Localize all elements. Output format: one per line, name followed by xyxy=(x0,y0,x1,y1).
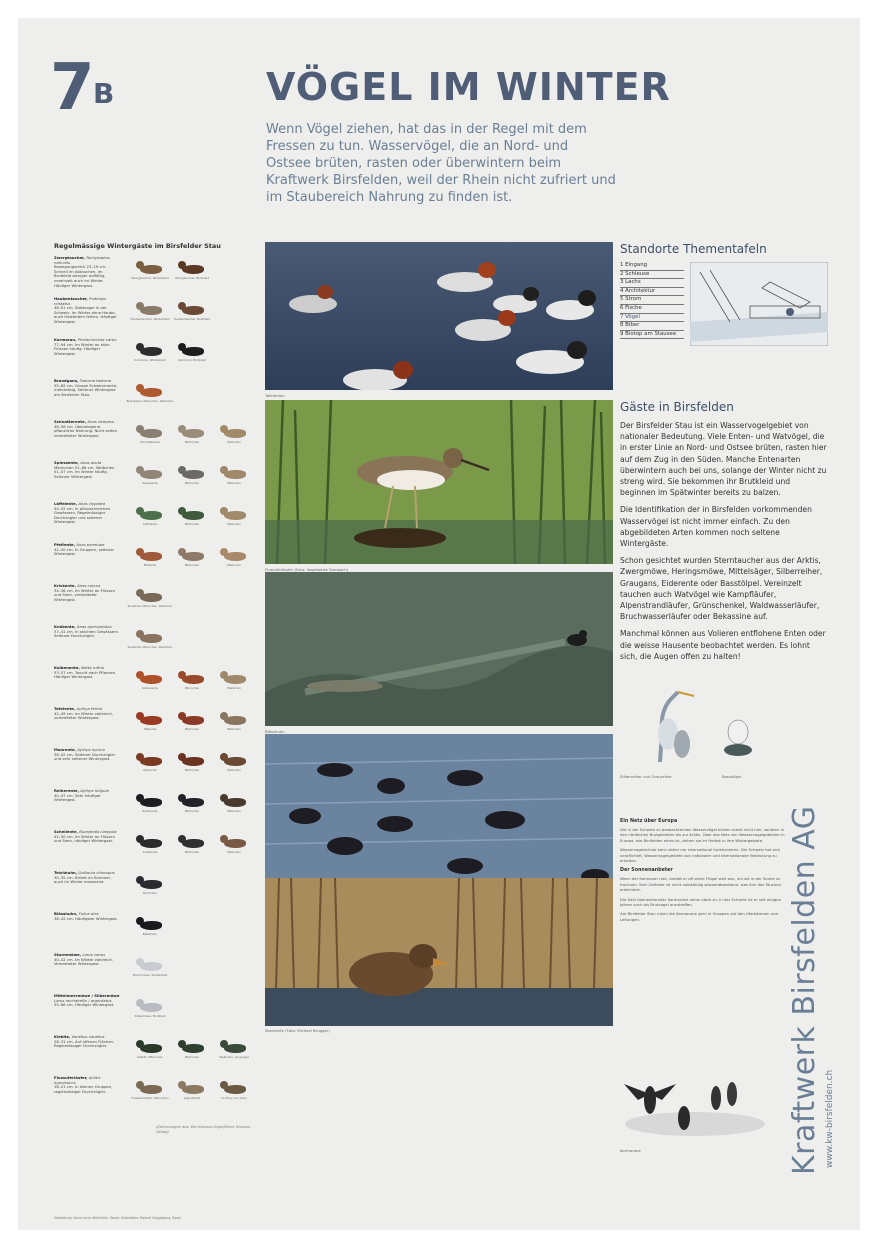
bird-caption: Schnatterente xyxy=(140,440,160,444)
bird-illustration xyxy=(174,502,210,543)
paragraph: Die Identifikation der in Birsfelden vorkommenden Wasservögel ist nicht immer einfach. Zu den abgebildeten Arten kommen noch seltene Wintergäste. xyxy=(620,505,812,549)
bird-caption: Zwergtaucher, Winterkleid xyxy=(131,276,169,280)
bird-illustration xyxy=(174,830,210,871)
species-entry xyxy=(54,584,254,625)
paragraph: Schon gesichtet wurden Sterntaucher aus der Arktis, Zwergmöwe, Heringsmöwe, Mittelsäger, Silberreiher, Graugans, Eiderente oder Basstölpel. Vereinzelt tauchen auch Watvögel wie Kampfläufer, Alpenstrandläufer, Grünschenkel, Waldwasserläufer, Bruchwasserläufer oder Bekassine auf. xyxy=(620,556,823,622)
bird-illustration xyxy=(216,748,252,789)
bird-caption: Männchen xyxy=(184,686,200,690)
station-item: 7 Vögel xyxy=(620,314,684,323)
species-description: Reiherente, Aythya fuligula 40–47 cm. Sehr häufiger Wintergast. xyxy=(54,789,109,803)
bird-illustration xyxy=(174,789,210,830)
bird-caption: Weibchen xyxy=(227,481,241,485)
bird-illustration xyxy=(174,666,210,707)
sonnenanbeter-heading: Der Sonnenanbeter xyxy=(620,868,673,874)
species-entry xyxy=(54,625,254,666)
species-description: Moorente, Aythya nyroca 38–42 cm. Seltener Durchzügler und sehr seltener Wintergast. xyxy=(54,748,116,762)
bird-illustration xyxy=(132,748,168,789)
site-map xyxy=(690,262,828,346)
species-entry xyxy=(54,707,254,748)
bird-illustration xyxy=(132,461,168,502)
species-entry xyxy=(54,1035,254,1076)
basstoelpel-caption: Basstölpel xyxy=(722,774,742,779)
bird-caption: Weibchen xyxy=(227,850,241,854)
bird-caption: Brandgans, Männchen, Weibchen xyxy=(126,399,174,403)
bird-illustration xyxy=(174,297,210,338)
photo-blaesshuehner xyxy=(265,734,613,886)
bird-illustration xyxy=(174,1076,210,1117)
bird-illustration xyxy=(132,338,168,379)
species-entry xyxy=(54,543,254,584)
species-list-heading: Regelmässige Wintergäste im Birsfelder Stau xyxy=(54,242,221,250)
species-description: Teichhuhn, Gallinula chloropus 30–35 cm. Brütet im Sommer, auch im Winter anwesend. xyxy=(54,871,115,885)
bird-caption: Weibchen xyxy=(227,768,241,772)
bird-caption: Moorente xyxy=(143,768,157,772)
bird-caption: Im Flug, von oben xyxy=(221,1096,247,1100)
paragraph: Die Zahl überwinternder Kormorane nahm stark zu. In der Schweiz ist er seit einigen Jahren auch als Brutvogel anzutreffen. xyxy=(620,896,781,908)
netz-heading: Ein Netz über Europa xyxy=(620,819,678,824)
bird-illustration xyxy=(132,707,168,748)
bird-illustration xyxy=(126,379,174,420)
bird-illustration xyxy=(174,748,210,789)
species-entry xyxy=(54,748,254,789)
species-entry xyxy=(54,420,254,461)
bird-illustration xyxy=(216,789,252,830)
species-description: Zwergtaucher, Tachybaptus ruficollis Bewegungsreich 23–29 cm. Schnell im Abtauchen. Im Brutkleid weniger auffällig, vereinzelt auch im Winter. Häufiger Wintergast. xyxy=(54,256,111,288)
bird-illustration xyxy=(132,953,168,994)
bird-illustration xyxy=(132,666,168,707)
bird-caption: Reiherente xyxy=(142,809,158,813)
bird-caption: Kolbenente xyxy=(142,686,158,690)
species-entry xyxy=(54,338,254,379)
bird-illustration xyxy=(174,338,210,379)
bird-caption: Schellente xyxy=(142,850,158,854)
bird-caption: Männchen xyxy=(184,522,200,526)
species-entry xyxy=(54,830,254,871)
station-item: 9 Biotop am Stausee xyxy=(620,331,684,340)
bird-illustration xyxy=(132,994,168,1035)
gaeste-heading: Gäste in Birsfelden xyxy=(620,400,734,414)
bird-illustration xyxy=(174,707,210,748)
photo-caption: Blässhuhn xyxy=(265,729,285,734)
species-description: Schnatterente, Anas strepera 46–56 cm. Überwiegend pflanzliche Nahrung. Nicht selten verbreiteter Wintergast. xyxy=(54,420,118,438)
heron-illustration xyxy=(620,682,780,770)
species-description: Krickente, Anas crecca 34–38 cm. Im Winter an Flüssen und Seen, verbreiteter Wintergast. xyxy=(54,584,116,602)
gaeste-text xyxy=(620,420,828,662)
poster xyxy=(18,18,860,1230)
bird-caption: Silbermöwe, Brutkleid xyxy=(134,1014,166,1018)
paragraph: Wenn der Kormoran ruht, breitet er oft seine Flügel weit aus, um sie in der Sonne zu trocknen. Sein Gefieder ist nicht vollständig wasserabweisend, was ihm das Tauchen erleichtert. xyxy=(620,876,782,893)
paragraph: Die in der Schweiz zu beobachtenden Wasservögel brüten meist nicht hier, sondern in den nördlichen Brutgebieten bis zur Arktis. Über das Netz von Wasservogelgebieten in Europa, wie Birsfelden eines ist, ziehen sie im Herbst in ihre Wintergebiete. xyxy=(620,827,785,843)
species-entry xyxy=(54,666,254,707)
bird-illustration xyxy=(216,543,252,584)
paragraph: Der Birsfelder Stau ist ein Wasservogelgebiet von nationaler Bedeutung. Viele Enten- und Watvögel, die in erster Linie an Nord- und Ostsee brüten, rasten hier auf dem Zug in den Süden. Manche Entenarten überwintern auch bei uns, solange der Winter nicht zu streng wird. Sie bekommen ihr Brutkleid und beginnen im Spätwinter bereits zu balzen. xyxy=(620,421,827,498)
station-item: 6 Fische xyxy=(620,305,684,314)
species-entries xyxy=(54,256,254,1117)
paragraph: Wasservogelschutz kann daher nur international funktionieren. Die Schweiz hat sich verpflichtet, Wasservogelgebiete von nationaler und internationaler Bedeutung zu erhalten. xyxy=(620,847,781,864)
bird-caption: Männchen xyxy=(184,440,200,444)
species-description: Haubentaucher, Podiceps cristatus 46–51 cm. Stattvogel in der Schweiz. Im Winter ohne Haube, auch Halsfedern fehlen. Häufiger Wintergast. xyxy=(54,297,117,324)
netz-section xyxy=(620,814,790,926)
species-entry xyxy=(54,871,254,912)
cormorant-illustration xyxy=(620,1064,770,1144)
panel-letter: B xyxy=(93,77,115,110)
bird-illustration xyxy=(174,256,210,297)
bird-illustration xyxy=(216,461,252,502)
bird-illustration xyxy=(132,502,168,543)
footer-credits: Gestaltung: Karin Lerch-Mühlheim, Basel; Illustration: Roland Guggisberg, Basel xyxy=(54,1216,182,1220)
netz-text xyxy=(620,827,790,863)
species-description: Tafelente, Aythya ferina 42–49 cm. Im Winter zahlreich, verbreiteter Wintergast. xyxy=(54,707,114,721)
species-illustration-note: (Zeichnungen aus: Der Kosmos-Vogelführer, Kosmos Verlag) xyxy=(156,1125,251,1134)
station-item: 4 Architektur xyxy=(620,288,684,297)
bird-illustration xyxy=(132,297,168,338)
bird-illustration xyxy=(174,1035,210,1076)
bird-caption: Zwergtaucher, Brutkleid xyxy=(175,276,209,280)
bird-illustration xyxy=(132,830,168,871)
station-list xyxy=(620,262,684,346)
bird-illustration xyxy=(216,1035,252,1076)
bird-caption: Kormoran, Brutkleid xyxy=(178,358,206,362)
photo-caption: Stockente (Foto: Michael Brugger) xyxy=(265,1028,330,1033)
intro-text: Wenn Vögel ziehen, hat das in der Regel mit dem Fressen zu tun. Wasservögel, die an Nord- und Ostsee brüten, rasten oder überwintern beim Kraftwerk Birsfelden, weil der Rhein nicht zufriert und im Staubereich Nahrung zu finden ist. xyxy=(266,122,616,205)
bird-caption: Flussuferläufer, Männchen xyxy=(131,1096,169,1100)
bird-illustration xyxy=(132,420,168,461)
photo-caption: Flussuferläufer (Foto: Vogelwarte Sempach) xyxy=(265,567,349,572)
bird-caption: Löffelente xyxy=(143,522,157,526)
species-entry xyxy=(54,256,254,297)
bird-caption: Knäkente, Männchen, Weibchen xyxy=(127,645,173,649)
station-item: 2 Schleuse xyxy=(620,271,684,280)
bird-illustration xyxy=(132,789,168,830)
bird-caption: Männchen xyxy=(184,727,200,731)
bird-illustration xyxy=(132,912,168,953)
bird-illustration xyxy=(216,666,252,707)
panel-number: 7 xyxy=(50,51,92,125)
bird-caption: Sturmmöwe, Winterkleid xyxy=(132,973,168,977)
page-title: VÖGEL IM WINTER xyxy=(266,65,671,109)
bird-illustration xyxy=(132,1076,168,1117)
brand-name: Kraftwerk Birsfelden AG xyxy=(787,805,822,1175)
bird-caption: Haubentaucher, Brutkleid xyxy=(174,317,211,321)
species-list xyxy=(54,242,254,1134)
bird-caption: Weibchen, Jungvogel xyxy=(219,1055,249,1059)
brand-url[interactable]: www.kw-birsfelden.ch xyxy=(825,1069,835,1168)
bird-illustration xyxy=(132,871,168,912)
bird-illustration xyxy=(174,461,210,502)
bird-caption: Weibchen xyxy=(227,563,241,567)
photo-tafelenten xyxy=(265,242,613,390)
paragraph: Am Birsfelder Stau ruhen die Kormorane gern in Gruppen auf den Uferbäumen und Leitungen. xyxy=(620,911,778,922)
bird-illustration xyxy=(174,543,210,584)
station-item: 8 Biber xyxy=(620,322,684,331)
bird-caption: Teichhuhn xyxy=(142,891,158,895)
bird-illustration xyxy=(132,1035,168,1076)
photo-flussuferlaeufer xyxy=(265,400,613,564)
species-entry xyxy=(54,379,254,420)
bird-caption: Tafelente xyxy=(143,727,157,731)
kormoran-caption: Kormorane xyxy=(620,1148,641,1153)
bird-caption: Männchen xyxy=(184,768,200,772)
bird-caption: Krickente, Männchen, Weibchen xyxy=(127,604,173,608)
bird-illustration xyxy=(132,543,168,584)
bird-caption: Weibchen xyxy=(227,522,241,526)
species-description: Knäkente, Anas querquedula 37–41 cm. In seichten Gewässern. Seltener Durchzügler. xyxy=(54,625,120,639)
standorte-heading: Standorte Thementafeln xyxy=(620,242,767,256)
bird-caption: Weibchen xyxy=(227,686,241,690)
bird-caption: Jugendkleid xyxy=(183,1096,201,1100)
species-entry xyxy=(54,1076,254,1117)
species-entry xyxy=(54,502,254,543)
bird-caption: Männchen xyxy=(184,809,200,813)
photo-caption: Tafelenten xyxy=(265,393,285,398)
species-description: Sturmmöwe, Larus canus 40–42 cm. Im Winter zahlreich. Verbreiteter Wintergast. xyxy=(54,953,114,967)
bird-illustration xyxy=(216,502,252,543)
bird-caption: Spiessente xyxy=(142,481,158,485)
species-description: Kiebitz, Vanellus vanellus 28–31 cm. Auf offenen Flächen. Regelmässiger Durchzügler. xyxy=(54,1035,115,1049)
gaeste-section xyxy=(620,400,828,668)
station-item: 5 Strom xyxy=(620,296,684,305)
photo-stockente xyxy=(265,878,613,1026)
bird-illustration xyxy=(216,1076,252,1117)
species-entry xyxy=(54,994,254,1035)
bird-caption: Männchen xyxy=(184,850,200,854)
bird-caption: Kormoran, Winterkleid xyxy=(134,358,166,362)
photo-blaesshuhn xyxy=(265,572,613,726)
bird-caption: Weibchen xyxy=(227,809,241,813)
paragraph: Manchmal können aus Volieren entflohene Enten oder die weisse Hausente beobachtet werden. Es lohnt sich, die Augen offen zu halten! xyxy=(620,629,826,661)
bird-illustration xyxy=(132,256,168,297)
bird-illustration xyxy=(216,830,252,871)
reiher-caption: Silberreiher und Graureiher xyxy=(620,774,672,779)
bird-caption: Männchen xyxy=(184,1055,200,1059)
station-item: 1 Eingang xyxy=(620,262,684,271)
standorte-section xyxy=(620,242,828,346)
bird-caption: Pfeifente xyxy=(143,563,157,567)
species-description: Pfeifente, Anas penelope 42–50 cm. In Gruppen, seltener Wintergast. xyxy=(54,543,115,557)
species-entry xyxy=(54,912,254,953)
bird-caption: Haubentaucher, Winterkleid xyxy=(130,317,170,321)
bird-caption: Weibchen xyxy=(227,727,241,731)
bird-illustration xyxy=(216,707,252,748)
species-entry xyxy=(54,953,254,994)
bird-illustration xyxy=(174,420,210,461)
species-description: Löffelente, Anas clypeata 44–52 cm. In pflanzenreichen Gewässern. Regelmässiger Durchzügler und seltener Wintergast. xyxy=(54,502,111,525)
species-description: Kormoran, Phalacrocorax carbo 77–94 cm. Im Winter an allen Flüssen häufig. Häufiger Wintergast. xyxy=(54,338,117,356)
species-entry xyxy=(54,789,254,830)
species-description: Schellente, Bucephala clangula 42–50 cm. Im Winter an Flüssen und Seen, häufiger Wintergast. xyxy=(54,830,117,844)
bird-caption: Männchen xyxy=(184,481,200,485)
species-entry xyxy=(54,297,254,338)
sonnenanbeter-text xyxy=(620,876,790,922)
station-item: 3 Lachs xyxy=(620,279,684,288)
bird-caption: Blässhuhn xyxy=(142,932,158,936)
bird-caption: Weibchen xyxy=(227,440,241,444)
species-description: Blässhuhn, Fulica atra 36–42 cm. Häufigster Wintergast. xyxy=(54,912,118,921)
bird-caption: Männchen xyxy=(184,563,200,567)
species-description: Kolbenente, Netta rufina 53–57 cm. Taucht nach Pflanzen. Häufiger Wintergast. xyxy=(54,666,117,680)
species-entry xyxy=(54,461,254,502)
species-description: Spiessente, Anas acuta Männchen 51–66 cm, Weibchen 51–57 cm. Im Winter häufig. Seltener Wintergast. xyxy=(54,461,115,479)
bird-illustration xyxy=(127,584,173,625)
species-description: Brandgans, Tadorna tadorna 55–65 cm. Grosse Schwimmente, mehrfarbig. Seltener Wintergast am Birsfelder Stau. xyxy=(54,379,118,397)
bird-caption: Kiebitz, Männchen xyxy=(137,1055,163,1059)
species-description: Mittelmeermöwe / Silbermöwe Larus michahellis / argentatus 55–66 cm. Häufiger Wintergast. xyxy=(54,994,120,1008)
bird-illustration xyxy=(127,625,173,666)
species-description: Flussuferläufer, Actitis hypoleucos 18–21 cm. In kleinen Gruppen, regelmässiger Durchzügler. xyxy=(54,1076,113,1094)
bird-illustration xyxy=(216,420,252,461)
